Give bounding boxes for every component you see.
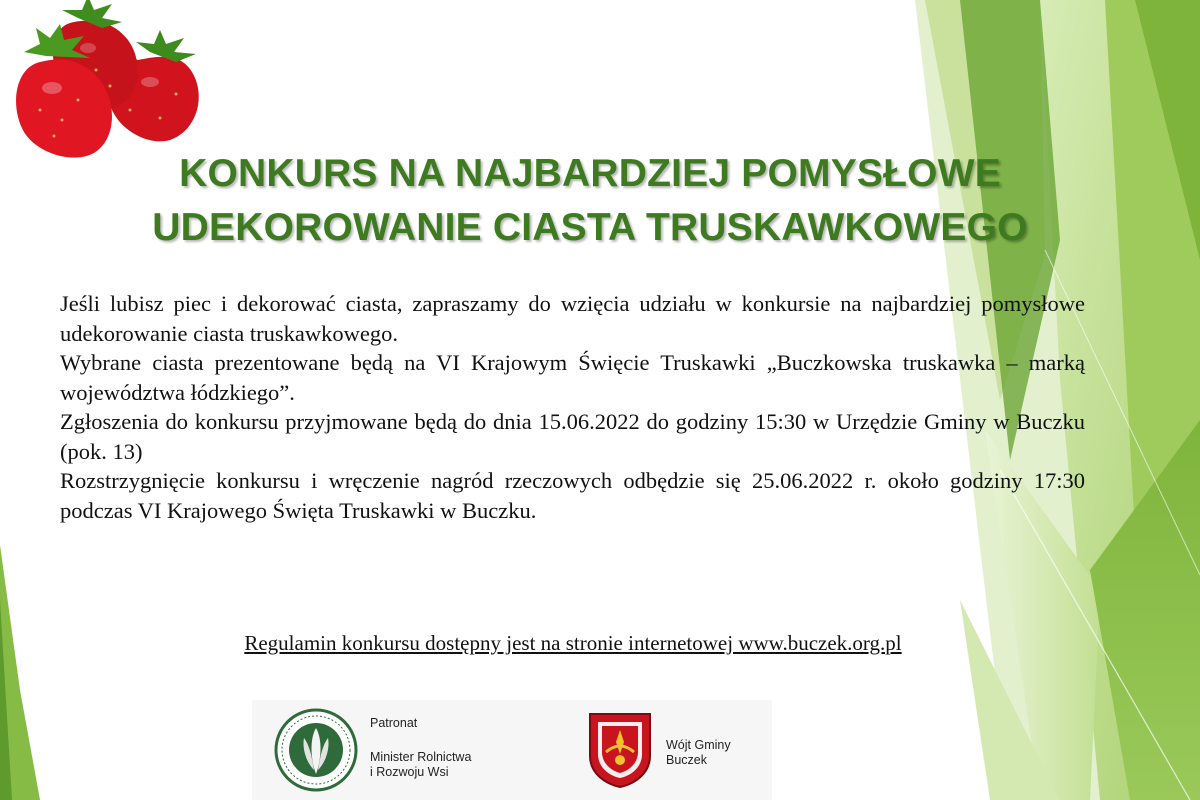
- paragraph-results: Rozstrzygnięcie konkursu i wręczenie nagród rzeczowych odbędzie się 25.06.2022 r. około godziny 17:30 podczas VI Krajowego Święta Truskawki w Buczku.: [60, 468, 1085, 523]
- patronat-label: Patronat: [370, 716, 418, 730]
- buczek-coat-of-arms: [588, 712, 652, 788]
- patrons-footer: [252, 700, 772, 800]
- announcement-body: [60, 289, 1085, 525]
- wojt-label: [666, 738, 756, 768]
- poster-title-line-2: UDEKOROWANIE CIASTA TRUSKAWKOWEGO: [152, 206, 1028, 249]
- minister-line-1: Minister Rolnictwa: [370, 750, 472, 764]
- ministry-seal-logo: [274, 708, 358, 792]
- paragraph-invitation: Jeśli lubisz piec i dekorować ciasta, zapraszamy do wzięcia udziału w konkursie na najbardziej pomysłowe udekorowanie ciasta truskawkowego.: [60, 291, 1085, 346]
- poster-title-line-1: KONKURS NA NAJBARDZIEJ POMYSŁOWE: [179, 152, 1001, 195]
- rules-link[interactable]: Regulamin konkursu dostępny jest na stronie internetowej www.buczek.org.pl: [244, 631, 902, 655]
- minister-line-2: i Rozwoju Wsi: [370, 765, 449, 779]
- paragraph-festival: Wybrane ciasta prezentowane będą na VI Krajowym Święcie Truskawki „Buczkowska truskawka – marką województwa łódzkiego”.: [60, 350, 1085, 405]
- strawberries-image: [0, 0, 240, 170]
- wojt-line-2: Buczek: [666, 753, 707, 767]
- minister-label: [370, 750, 530, 780]
- wojt-line-1: Wójt Gminy: [666, 738, 731, 752]
- paragraph-deadline: Zgłoszenia do konkursu przyjmowane będą do dnia 15.06.2022 do godziny 15:30 w Urzędzie Gminy w Buczku (pok. 13): [60, 409, 1085, 464]
